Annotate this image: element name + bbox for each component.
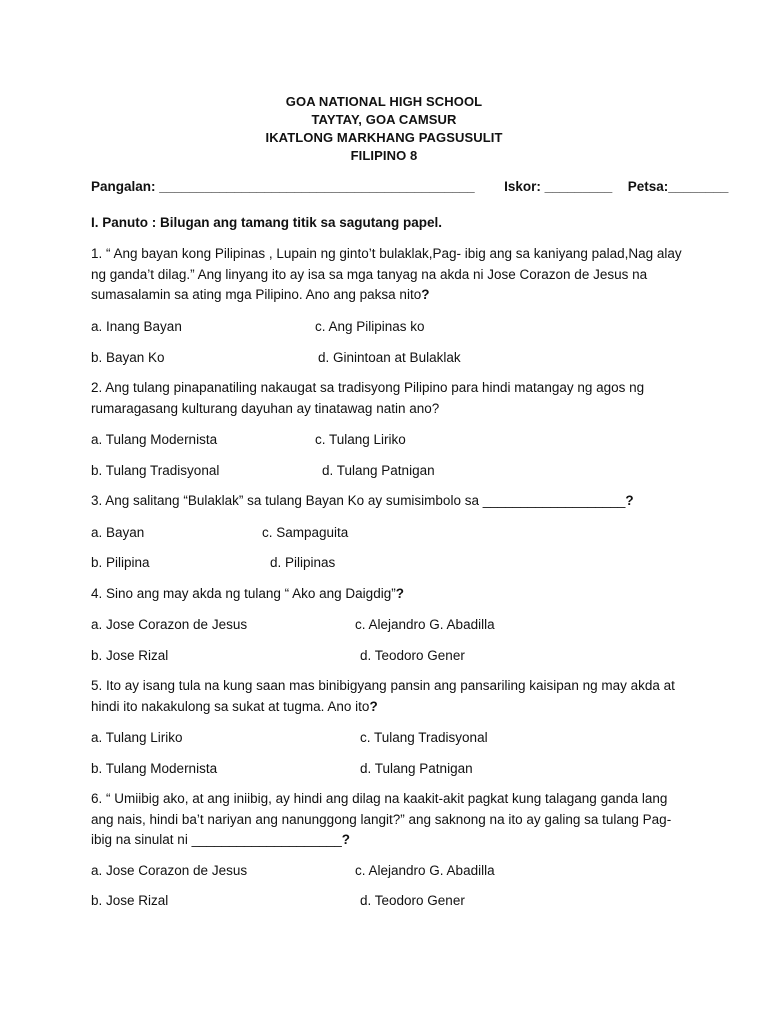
option-a: a. Tulang Modernista bbox=[91, 432, 218, 447]
option-a: a. Bayan bbox=[91, 525, 145, 540]
question-text: 1. “ Ang bayan kong Pilipinas , Lupain ng ginto’t bulaklak,Pag- ibig ang sa kaniyang palad,Nag alay ng ganda’t dilag.” Ang linyang ito ay isa sa mga tanyag na akda ni Jose Corazon de Jesus na sumasalamin sa ating mga Pilipino. Ano ang paksa nito bbox=[91, 246, 682, 302]
option-d: d. Tulang Patnigan bbox=[360, 761, 473, 776]
question-end-mark: ? bbox=[369, 698, 378, 714]
option-b: b. Jose Rizal bbox=[91, 893, 169, 908]
option-c: c. Tulang Tradisyonal bbox=[360, 730, 488, 745]
option-a: a. Jose Corazon de Jesus bbox=[91, 617, 248, 632]
option-c: c. Alejandro G. Abadilla bbox=[355, 617, 495, 632]
student-info-row bbox=[91, 179, 728, 194]
option-c: c. Ang Pilipinas ko bbox=[315, 319, 425, 334]
question-6 bbox=[91, 789, 691, 851]
subject-title: FILIPINO 8 bbox=[350, 148, 418, 163]
question-text: 2. Ang tulang pinapanatiling nakaugat sa tradisyong Pilipino para hindi matangay ng agos ng rumaragasang kulturang dayuhan ay tinatawag natin ano? bbox=[91, 380, 645, 416]
option-c: c. Tulang Liriko bbox=[315, 432, 406, 447]
question-end-mark: ? bbox=[421, 287, 430, 302]
option-b: b. Tulang Tradisyonal bbox=[91, 463, 220, 478]
question-text: 5. Ito ay isang tula na kung saan mas binibigyang pansin ang pansariling kaisipan ng may akda at hindi ito nakakulong sa sukat at tugma. Ano ito bbox=[91, 678, 675, 714]
option-a: a. Jose Corazon de Jesus bbox=[91, 863, 248, 878]
question-text: 6. “ Umiibig ako, at ang iniibig, ay hindi ang dilag na kaakit-akit pagkat kung talagang ganda lang ang nais, hindi ba’t nariyan ang nanunggong langit?” ang saknong na ito ay galing sa tulang Pag-ibig na sinulat ni ____________________ bbox=[91, 791, 672, 847]
question-text: 3. Ang salitang “Bulaklak” sa tulang Bayan Ko ay sumisimbolo sa ___________________ bbox=[91, 493, 626, 508]
question-end-mark: ? bbox=[625, 493, 634, 508]
option-b: b. Tulang Modernista bbox=[91, 761, 218, 776]
school-address: TAYTAY, GOA CAMSUR bbox=[311, 112, 457, 127]
option-b: b. Bayan Ko bbox=[91, 350, 165, 365]
question-text: 4. Sino ang may akda ng tulang “ Ako ang Daigdig” bbox=[91, 586, 396, 601]
option-d: d. Teodoro Gener bbox=[360, 893, 465, 908]
question-4 bbox=[91, 584, 691, 605]
question-end-mark: ? bbox=[341, 832, 350, 847]
question-end-mark: ? bbox=[395, 586, 404, 601]
instructions: I. Panuto : Bilugan ang tamang titik sa sagutang papel. bbox=[91, 215, 443, 230]
score-field-label: Iskor: _________ bbox=[504, 179, 613, 194]
date-field-label: Petsa:________ bbox=[627, 179, 729, 194]
option-a: a. Tulang Liriko bbox=[91, 730, 183, 745]
option-c: c. Sampaguita bbox=[262, 525, 349, 540]
question-5 bbox=[91, 676, 691, 717]
option-d: d. Tulang Patnigan bbox=[322, 463, 435, 478]
option-d: d. Teodoro Gener bbox=[360, 648, 465, 663]
question-1 bbox=[91, 244, 691, 306]
school-name: GOA NATIONAL HIGH SCHOOL bbox=[285, 94, 483, 109]
option-d: d. Pilipinas bbox=[270, 555, 336, 570]
option-c: c. Alejandro G. Abadilla bbox=[355, 863, 495, 878]
exam-header bbox=[0, 93, 768, 165]
question-3 bbox=[91, 491, 691, 512]
question-2 bbox=[91, 378, 691, 419]
option-d: d. Ginintoan at Bulaklak bbox=[318, 350, 461, 365]
option-b: b. Pilipina bbox=[91, 555, 150, 570]
option-b: b. Jose Rizal bbox=[91, 648, 169, 663]
exam-title: IKATLONG MARKHANG PAGSUSULIT bbox=[265, 130, 503, 145]
option-a: a. Inang Bayan bbox=[91, 319, 182, 334]
name-field-label: Pangalan: __________________________________________ bbox=[91, 179, 475, 194]
